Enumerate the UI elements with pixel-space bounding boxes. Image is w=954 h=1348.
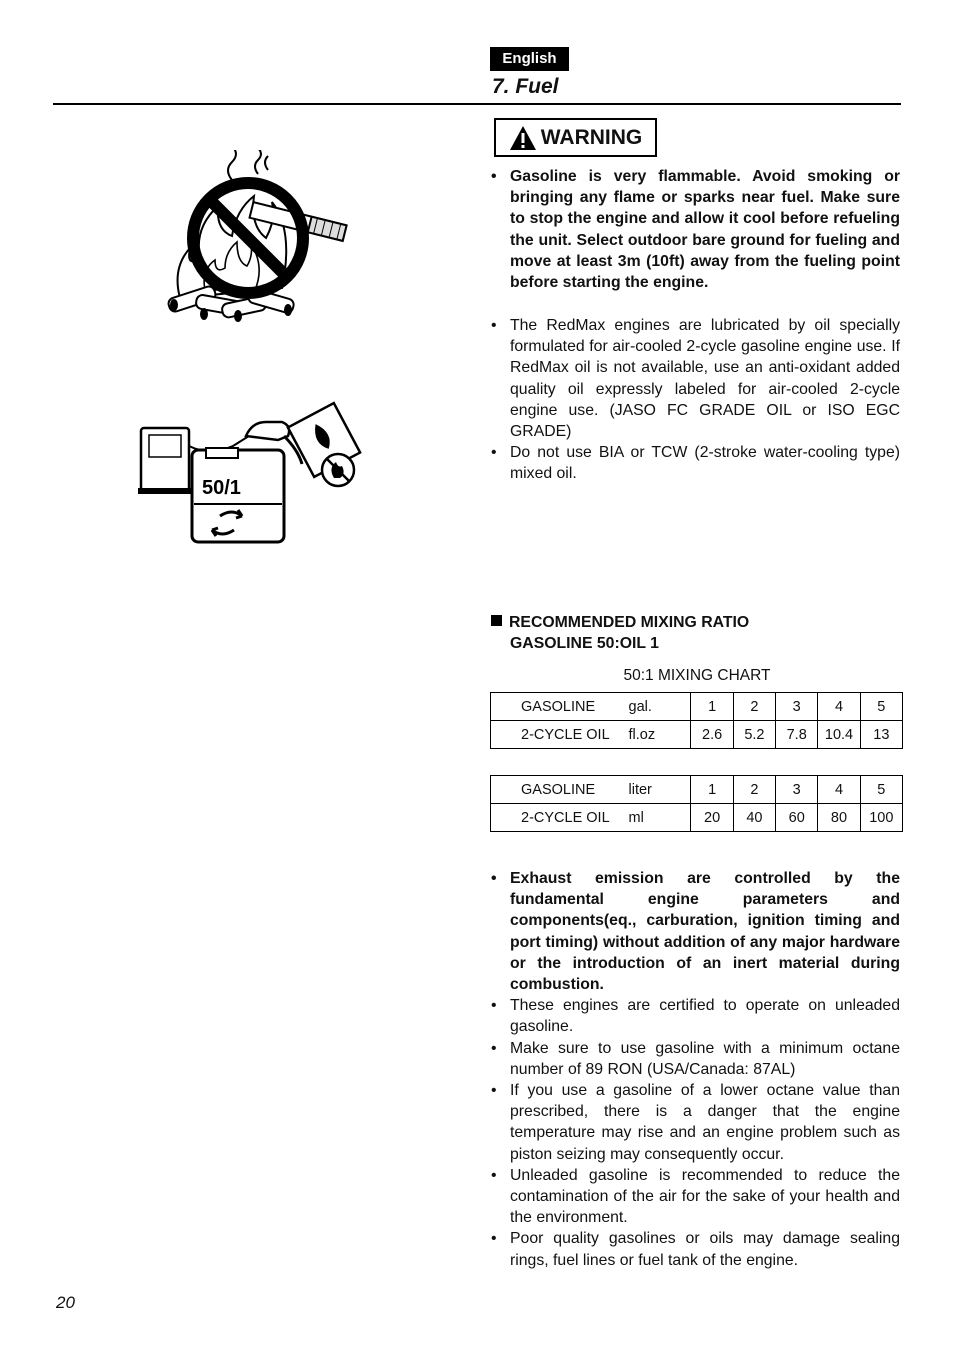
row-unit: fl.oz bbox=[629, 721, 691, 749]
mixing-chart-caption: 50:1 MIXING CHART bbox=[623, 667, 771, 684]
row-label: GASOLINE bbox=[491, 693, 629, 721]
header-rule bbox=[53, 103, 901, 105]
table-cell: 5.2 bbox=[733, 721, 775, 749]
table-cell: 20 bbox=[691, 804, 733, 832]
emission-bullet: • Make sure to use gasoline with a minimum octane number of 89 RON (USA/Canada: 87AL) bbox=[491, 1038, 900, 1080]
row-label: 2-CYCLE OIL bbox=[491, 721, 629, 749]
table-cell: 1 bbox=[691, 776, 733, 804]
table-cell: 7.8 bbox=[776, 721, 818, 749]
table-cell: 4 bbox=[818, 693, 860, 721]
emission-bullet: • These engines are certified to operate on unleaded gasoline. bbox=[491, 995, 900, 1037]
table-cell: 40 bbox=[733, 804, 775, 832]
table-cell: 5 bbox=[860, 693, 902, 721]
fuel-can-ratio-label: 50/1 bbox=[202, 477, 241, 499]
table-row bbox=[491, 693, 903, 721]
emission-bullet: • Poor quality gasolines or oils may damage sealing rings, fuel lines or fuel tank of the engine. bbox=[491, 1228, 900, 1270]
emission-bullet: • Unleaded gasoline is recommended to reduce the contamination of the air for the sake of your health and the environment. bbox=[491, 1165, 900, 1229]
emission-text-block bbox=[491, 868, 900, 1271]
table-cell: 13 bbox=[860, 721, 902, 749]
oil-bullet: • The RedMax engines are lubricated by oil specially formulated for air-cooled 2-cycle gasoline engine use. If RedMax oil is not available, use an anti-oxidant added quality oil expressly labeled for air-cooled 2-cycle engine use. (JASO FC GRADE OIL or ISO EGC GRADE) bbox=[491, 315, 900, 442]
row-unit: ml bbox=[629, 804, 691, 832]
page-number: 20 bbox=[56, 1293, 75, 1312]
mixing-ratio-heading bbox=[491, 612, 749, 654]
warning-label-box bbox=[494, 118, 657, 157]
no-smoking-no-fire-icon bbox=[160, 150, 360, 322]
row-unit: liter bbox=[629, 776, 691, 804]
row-unit: gal. bbox=[629, 693, 691, 721]
mixing-heading-line2: GASOLINE 50:OIL 1 bbox=[510, 635, 659, 653]
emission-bullet: • Exhaust emission are controlled by the fundamental engine parameters and components(eq., carburation, ignition timing and port timing) without addition of any major hardware or the introduction of an inert material during combustion. bbox=[491, 868, 900, 995]
table-cell: 60 bbox=[776, 804, 818, 832]
table-cell: 2.6 bbox=[691, 721, 733, 749]
warning-text-block bbox=[491, 166, 900, 293]
mixing-heading-line1: RECOMMENDED MIXING RATIO bbox=[509, 614, 750, 631]
table-cell: 1 bbox=[691, 693, 733, 721]
table-cell: 3 bbox=[776, 693, 818, 721]
warning-label: WARNING bbox=[540, 125, 643, 149]
table-cell: 2 bbox=[733, 776, 775, 804]
table-row bbox=[491, 721, 903, 749]
table-row bbox=[491, 776, 903, 804]
fuel-mixing-icon bbox=[138, 396, 362, 546]
warning-triangle-icon bbox=[509, 125, 537, 151]
warning-bullet: • Gasoline is very flammable. Avoid smoking or bringing any flame or sparks near fuel. Make sure to stop the engine and allow it cool before refueling the unit. Select outdoor bare ground for fueling and move at least 3m (10ft) away from the fueling point before starting the engine. bbox=[491, 166, 900, 293]
square-bullet-icon bbox=[491, 615, 502, 626]
emission-bullet: • If you use a gasoline of a lower octane value than prescribed, there is a danger that the engine temperature may rise and an engine problem such as piston seizing may consequently occur. bbox=[491, 1080, 900, 1165]
section-title: 7. Fuel bbox=[492, 75, 559, 98]
oil-bullet: • Do not use BIA or TCW (2-stroke water-cooling type) mixed oil. bbox=[491, 442, 900, 484]
table-cell: 100 bbox=[860, 804, 902, 832]
table-cell: 3 bbox=[776, 776, 818, 804]
mixing-table-imperial bbox=[490, 692, 903, 749]
oil-text-block bbox=[491, 315, 900, 485]
table-cell: 4 bbox=[818, 776, 860, 804]
table-cell: 5 bbox=[860, 776, 902, 804]
table-cell: 2 bbox=[733, 693, 775, 721]
table-cell: 80 bbox=[818, 804, 860, 832]
table-cell: 10.4 bbox=[818, 721, 860, 749]
row-label: GASOLINE bbox=[491, 776, 629, 804]
mixing-table-metric bbox=[490, 775, 903, 832]
row-label: 2-CYCLE OIL bbox=[491, 804, 629, 832]
table-row bbox=[491, 804, 903, 832]
language-badge: English bbox=[490, 47, 569, 71]
